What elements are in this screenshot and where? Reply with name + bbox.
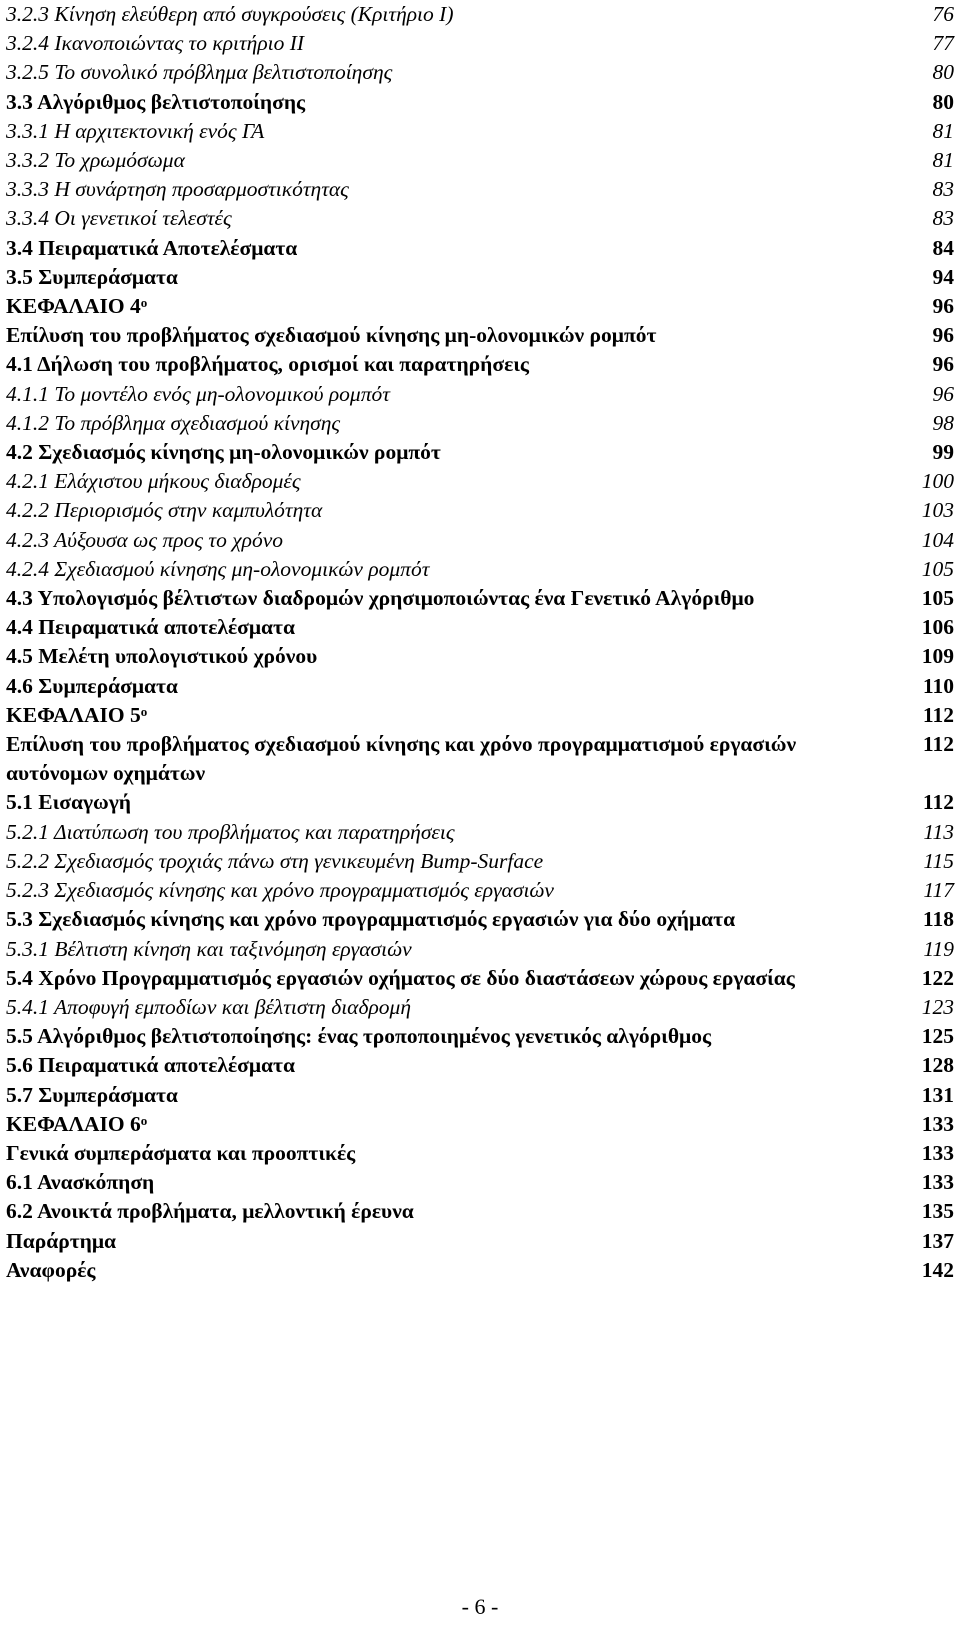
toc-entry xyxy=(6,701,954,730)
toc-entry-title-text: 3.4 Πειραματικά Αποτελέσματα xyxy=(6,235,298,260)
toc-entry-title-text: ΚΕΦΑΛΑΙΟ 4 xyxy=(6,294,141,319)
toc-entry-title xyxy=(6,730,856,788)
toc-entry-title xyxy=(6,1197,856,1226)
toc-entry-title xyxy=(6,0,856,29)
toc-entry-page-number: 113 xyxy=(923,819,954,844)
toc-entry-title-text: 3.2.3 Κίνηση ελεύθερη από συγκρούσεις (Κριτήριο Ι) xyxy=(6,2,454,26)
toc-entry-page-number: 77 xyxy=(932,31,954,56)
toc-entry-title xyxy=(6,1022,856,1051)
toc-entry-title xyxy=(6,613,856,642)
toc-entry xyxy=(6,204,954,233)
toc-entry xyxy=(6,29,954,58)
toc-entry-page-number: 112 xyxy=(922,732,954,757)
toc-entry-title xyxy=(6,905,856,934)
toc-entry xyxy=(6,58,954,87)
toc-entry-title xyxy=(6,380,856,409)
toc-entry-title-text: Επίλυση του προβλήματος σχεδιασμού κίνησης μη-ολονομικών ρομπότ xyxy=(6,323,657,348)
toc-entry-title xyxy=(6,350,856,379)
toc-entry-title-text: 4.2.4 Σχεδιασμού κίνησης μη-ολονομικών ρομπότ xyxy=(6,556,430,581)
toc-entry-page-number: 98 xyxy=(932,410,954,435)
toc-entry-page-number: 96 xyxy=(932,381,954,406)
toc-entry-page-number: 99 xyxy=(932,440,954,465)
toc-entry-page-number: 76 xyxy=(932,2,954,26)
toc-entry-page-number: 135 xyxy=(921,1199,954,1224)
toc-entry-page-number: 137 xyxy=(921,1228,954,1253)
toc-entry-page-number: 94 xyxy=(932,264,954,289)
toc-entry-title xyxy=(6,818,856,847)
toc-entry xyxy=(6,175,954,204)
toc-entry xyxy=(6,1197,954,1226)
toc-entry-title-text: 4.1 Δήλωση του προβλήματος, ορισμοί και παρατηρήσεις xyxy=(6,352,529,377)
toc-entry-title xyxy=(6,1110,856,1139)
toc-entry-page-number: 100 xyxy=(921,469,954,494)
toc-entry-title-text: 3.2.5 Το συνολικό πρόβλημα βελτιστοποίησης xyxy=(6,60,393,85)
toc-entry-title xyxy=(6,847,856,876)
toc-entry-page-number: 112 xyxy=(922,790,954,815)
toc-entry-title xyxy=(6,1256,856,1285)
toc-entry-page-number: 80 xyxy=(932,89,954,114)
toc-entry-page-number: 122 xyxy=(921,965,954,990)
toc-entry-title-text: 4.2.2 Περιορισμός στην καμπυλότητα xyxy=(6,498,323,523)
toc-entry-title-text: 6.1 Ανασκόπηση xyxy=(6,1170,155,1195)
toc-entry-title-text: 5.2.1 Διατύπωση του προβλήματος και παρατηρήσεις xyxy=(6,819,455,844)
toc-entry xyxy=(6,321,954,350)
toc-entry-title xyxy=(6,876,856,905)
toc-entry-title xyxy=(6,526,856,555)
toc-entry-title-text: 3.2.4 Ικανοποιώντας το κριτήριο ΙΙ xyxy=(6,31,305,56)
toc-entry-page-number: 142 xyxy=(921,1257,954,1282)
toc-entry xyxy=(6,0,954,29)
toc-entry xyxy=(6,730,954,788)
toc-entry xyxy=(6,380,954,409)
toc-entry-title-text: 5.3.1 Βέλτιστη κίνηση και ταξινόμηση εργασιών xyxy=(6,936,412,961)
toc-entry-page-number: 96 xyxy=(932,352,954,377)
toc-entry-title xyxy=(6,467,856,496)
toc-entry-title xyxy=(6,788,856,817)
toc-entry-page-number: 106 xyxy=(921,615,954,640)
toc-entry-title xyxy=(6,146,856,175)
toc-entry-title-text: 5.4 Χρόνο Προγραμματισμός εργασιών οχήματος σε δύο διαστάσεων χώρους εργασίας xyxy=(6,965,795,990)
toc-entry-title-text: 5.5 Αλγόριθμος βελτιστοποίησης: ένας τροποποιημένος γενετικός αλγόριθμος xyxy=(6,1024,712,1049)
toc-entry-page-number: 83 xyxy=(932,177,954,202)
toc-entry-title-text: 3.3.3 Η συνάρτηση προσαρμοστικότητας xyxy=(6,177,349,202)
toc-entry-title-text: 4.6 Συμπεράσματα xyxy=(6,673,178,698)
toc-entry-title xyxy=(6,438,856,467)
toc-entry-title xyxy=(6,1168,856,1197)
toc-entry-page-number: 96 xyxy=(932,323,954,348)
toc-entry-page-number: 81 xyxy=(932,148,954,173)
toc-entry-title-text: Αναφορές xyxy=(6,1257,96,1282)
page-number-footer: - 6 - xyxy=(461,1594,499,1619)
toc-entry-title-text: Γενικά συμπεράσματα και προοπτικές xyxy=(6,1140,356,1165)
toc-entry-title xyxy=(6,1139,856,1168)
toc-entry xyxy=(6,526,954,555)
toc-entry xyxy=(6,964,954,993)
toc-entry xyxy=(6,935,954,964)
toc-entry-title xyxy=(6,175,856,204)
toc-entry-page-number: 103 xyxy=(921,498,954,523)
toc-entry-title-text: 3.5 Συμπεράσματα xyxy=(6,264,178,289)
toc-entry xyxy=(6,818,954,847)
chapter-ordinal-superscript: ο xyxy=(140,1112,148,1128)
toc-entry xyxy=(6,292,954,321)
toc-entry-title xyxy=(6,555,856,584)
toc-entry-title-text: 5.4.1 Αποφυγή εμποδίων και βέλτιστη διαδρομή xyxy=(6,994,411,1019)
toc-entry-page-number: 133 xyxy=(921,1170,954,1195)
toc-entry-title xyxy=(6,1081,856,1110)
toc-entry-page-number: 110 xyxy=(922,673,954,698)
toc-entry-page-number: 105 xyxy=(921,586,954,611)
toc-entry-title xyxy=(6,642,856,671)
toc-entry-page-number: 117 xyxy=(923,878,954,903)
toc-entry xyxy=(6,584,954,613)
toc-entry-title xyxy=(6,672,856,701)
toc-entry-title-text: ΚΕΦΑΛΑΙΟ 6 xyxy=(6,1111,141,1136)
toc-entry-title-text: 3.3.2 Το χρωμόσωμα xyxy=(6,148,185,173)
toc-entry-title xyxy=(6,1051,856,1080)
toc-entry xyxy=(6,263,954,292)
toc-entry-title-text: 4.2 Σχεδιασμός κίνησης μη-ολονομικών ρομπότ xyxy=(6,440,441,465)
toc-entry-page-number: 128 xyxy=(921,1053,954,1078)
toc-entry xyxy=(6,555,954,584)
toc-entry-title-text: 4.3 Υπολογισμός βέλτιστων διαδρομών χρησιμοποιώντας ένα Γενετικό Αλγόριθμο xyxy=(6,586,755,611)
toc-entry-title xyxy=(6,117,856,146)
toc-entry xyxy=(6,1139,954,1168)
toc-entry-title-text: 5.3 Σχεδιασμός κίνησης και χρόνο προγραμματισμός εργασιών για δύο οχήματα xyxy=(6,907,736,932)
toc-entry xyxy=(6,1081,954,1110)
toc-entry-title-text: 4.5 Μελέτη υπολογιστικού χρόνου xyxy=(6,644,318,669)
toc-entry xyxy=(6,1227,954,1256)
toc-entry-page-number: 131 xyxy=(921,1082,954,1107)
chapter-ordinal-superscript: ο xyxy=(140,295,148,311)
toc-entry-page-number: 81 xyxy=(932,118,954,143)
toc-entry-title-text: ΚΕΦΑΛΑΙΟ 5 xyxy=(6,702,141,727)
toc-entry-page-number: 133 xyxy=(921,1140,954,1165)
toc-entry-title xyxy=(6,701,856,730)
toc-entry-title-text: 5.2.2 Σχεδιασμός τροχιάς πάνω στη γενικευμένη Bump-Surface xyxy=(6,848,544,873)
toc-entry xyxy=(6,146,954,175)
toc-entry-title xyxy=(6,935,856,964)
toc-entry-title xyxy=(6,993,856,1022)
toc-entry-title-text: Επίλυση του προβλήματος σχεδιασμού κίνησης και χρόνο προγραμματισμού εργασιών αυτόνομων οχημάτων xyxy=(6,732,797,786)
toc-entry xyxy=(6,672,954,701)
toc-entry xyxy=(6,1256,954,1285)
toc-entry-page-number: 109 xyxy=(921,644,954,669)
toc-entry-title xyxy=(6,1227,856,1256)
toc-entry xyxy=(6,905,954,934)
toc-entry xyxy=(6,1051,954,1080)
toc-entry-title-text: 4.2.1 Ελάχιστου μήκους διαδρομές xyxy=(6,469,301,494)
table-of-contents xyxy=(6,0,954,1285)
toc-entry xyxy=(6,1022,954,1051)
toc-entry xyxy=(6,642,954,671)
toc-entry-title-text: 3.3.1 Η αρχιτεκτονική ενός ΓΑ xyxy=(6,118,265,143)
toc-entry-title-text: 3.3.4 Οι γενετικοί τελεστές xyxy=(6,206,232,231)
toc-entry-title-text: 3.3 Αλγόριθμος βελτιστοποίησης xyxy=(6,89,306,114)
toc-entry-title xyxy=(6,321,856,350)
toc-entry-page-number: 96 xyxy=(932,294,954,319)
toc-entry-title xyxy=(6,409,856,438)
toc-entry-title-text: 5.7 Συμπεράσματα xyxy=(6,1082,178,1107)
toc-entry xyxy=(6,613,954,642)
toc-entry-page-number: 123 xyxy=(921,994,954,1019)
toc-entry xyxy=(6,1110,954,1139)
toc-entry-title xyxy=(6,204,856,233)
toc-entry-title-text: 4.1.1 Το μοντέλο ενός μη-ολονομικού ρομπότ xyxy=(6,381,390,406)
toc-entry-page-number: 83 xyxy=(932,206,954,231)
toc-entry-title-text: 4.1.2 Το πρόβλημα σχεδιασμού κίνησης xyxy=(6,410,341,435)
toc-entry-page-number: 112 xyxy=(922,702,954,727)
toc-entry xyxy=(6,467,954,496)
toc-entry xyxy=(6,847,954,876)
toc-entry-page-number: 125 xyxy=(921,1024,954,1049)
toc-entry-page-number: 115 xyxy=(923,848,954,873)
toc-entry-title xyxy=(6,263,856,292)
toc-entry-title xyxy=(6,29,856,58)
toc-entry-title xyxy=(6,584,856,613)
toc-entry xyxy=(6,496,954,525)
toc-entry-title xyxy=(6,964,856,993)
toc-entry xyxy=(6,88,954,117)
toc-entry xyxy=(6,993,954,1022)
toc-entry-title-text: 4.2.3 Αύξουσα ως προς το χρόνο xyxy=(6,527,284,552)
toc-entry-page-number: 105 xyxy=(921,556,954,581)
toc-entry-page-number: 104 xyxy=(921,527,954,552)
toc-entry-title xyxy=(6,58,856,87)
toc-entry-title-text: 5.1 Εισαγωγή xyxy=(6,790,131,815)
toc-entry-title xyxy=(6,496,856,525)
toc-entry-title xyxy=(6,88,856,117)
toc-entry-page-number: 118 xyxy=(922,907,954,932)
toc-entry xyxy=(6,117,954,146)
toc-entry-title xyxy=(6,234,856,263)
toc-entry xyxy=(6,1168,954,1197)
toc-entry xyxy=(6,234,954,263)
toc-entry xyxy=(6,409,954,438)
toc-entry-page-number: 119 xyxy=(923,936,954,961)
toc-entry-page-number: 80 xyxy=(932,60,954,85)
toc-entry xyxy=(6,438,954,467)
toc-entry xyxy=(6,350,954,379)
toc-entry-page-number: 84 xyxy=(932,235,954,260)
toc-entry-title-text: 6.2 Ανοικτά προβλήματα, μελλοντική έρευνα xyxy=(6,1199,414,1224)
toc-entry-title-text: 4.4 Πειραματικά αποτελέσματα xyxy=(6,615,295,640)
toc-entry-title-text: 5.2.3 Σχεδιασμός κίνησης και χρόνο προγραμματισμός εργασιών xyxy=(6,878,554,903)
chapter-ordinal-superscript: ο xyxy=(140,703,148,719)
toc-entry-title-text: 5.6 Πειραματικά αποτελέσματα xyxy=(6,1053,295,1078)
toc-entry-title-text: Παράρτημα xyxy=(6,1228,117,1253)
toc-entry-page-number: 133 xyxy=(921,1111,954,1136)
toc-entry xyxy=(6,876,954,905)
toc-entry-title xyxy=(6,292,856,321)
toc-entry xyxy=(6,788,954,817)
